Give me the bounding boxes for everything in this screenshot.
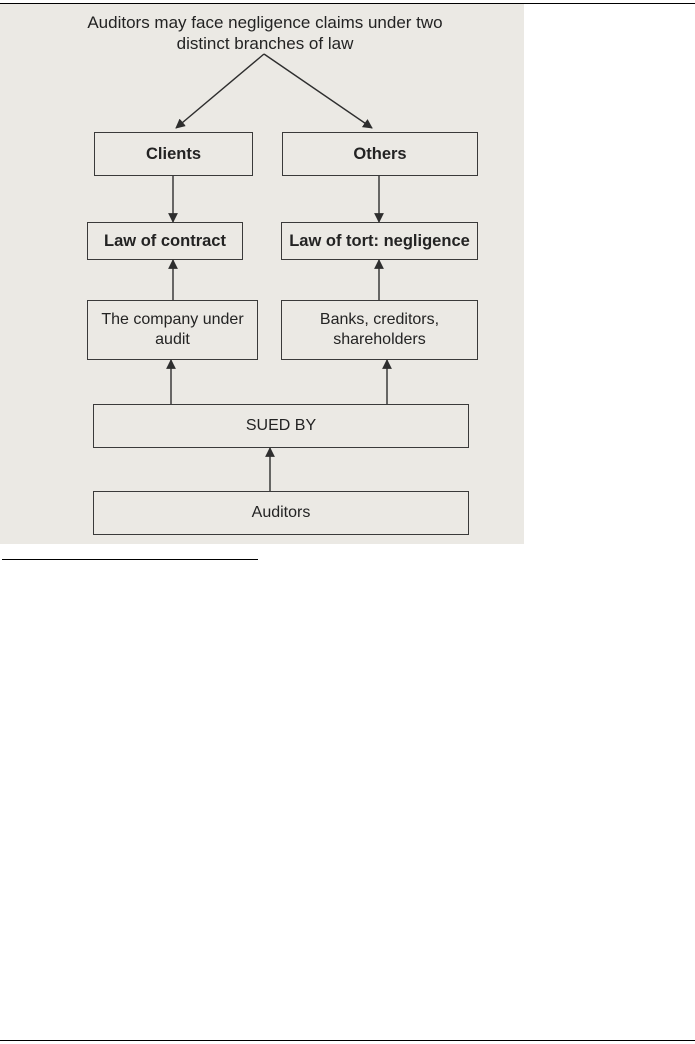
banks-creditors-shareholders-box <box>281 300 478 360</box>
others-box <box>282 132 478 176</box>
law-of-tort-label: Law of tort: negligence <box>289 232 470 250</box>
banks-line-1: Banks, creditors, <box>319 311 440 328</box>
company-line-2: audit <box>155 331 190 348</box>
arrow-title-to-clients <box>176 54 264 128</box>
arrow-title-to-others <box>264 54 372 128</box>
sued-by-label: SUED BY <box>245 417 317 434</box>
diagram-title <box>60 12 470 54</box>
title-line-1: Auditors may face negligence claims under two <box>87 13 443 32</box>
banks-line-2: shareholders <box>333 331 426 348</box>
footnote-rule <box>2 559 258 560</box>
sued-by-box <box>93 404 469 448</box>
law-of-contract-label: Law of contract <box>104 232 226 250</box>
liability-diagram <box>0 4 524 544</box>
title-line-2: distinct branches of law <box>176 34 354 53</box>
others-label: Others <box>353 145 407 163</box>
connector-arrows <box>0 4 524 544</box>
law-of-tort-box <box>281 222 478 260</box>
clients-box <box>94 132 253 176</box>
auditors-box <box>93 491 469 535</box>
company-line-1: The company under <box>101 311 244 328</box>
bottom-rule <box>0 1040 695 1041</box>
law-of-contract-box <box>87 222 243 260</box>
company-under-audit-box <box>87 300 258 360</box>
clients-label: Clients <box>145 145 201 163</box>
auditors-label: Auditors <box>251 504 311 521</box>
